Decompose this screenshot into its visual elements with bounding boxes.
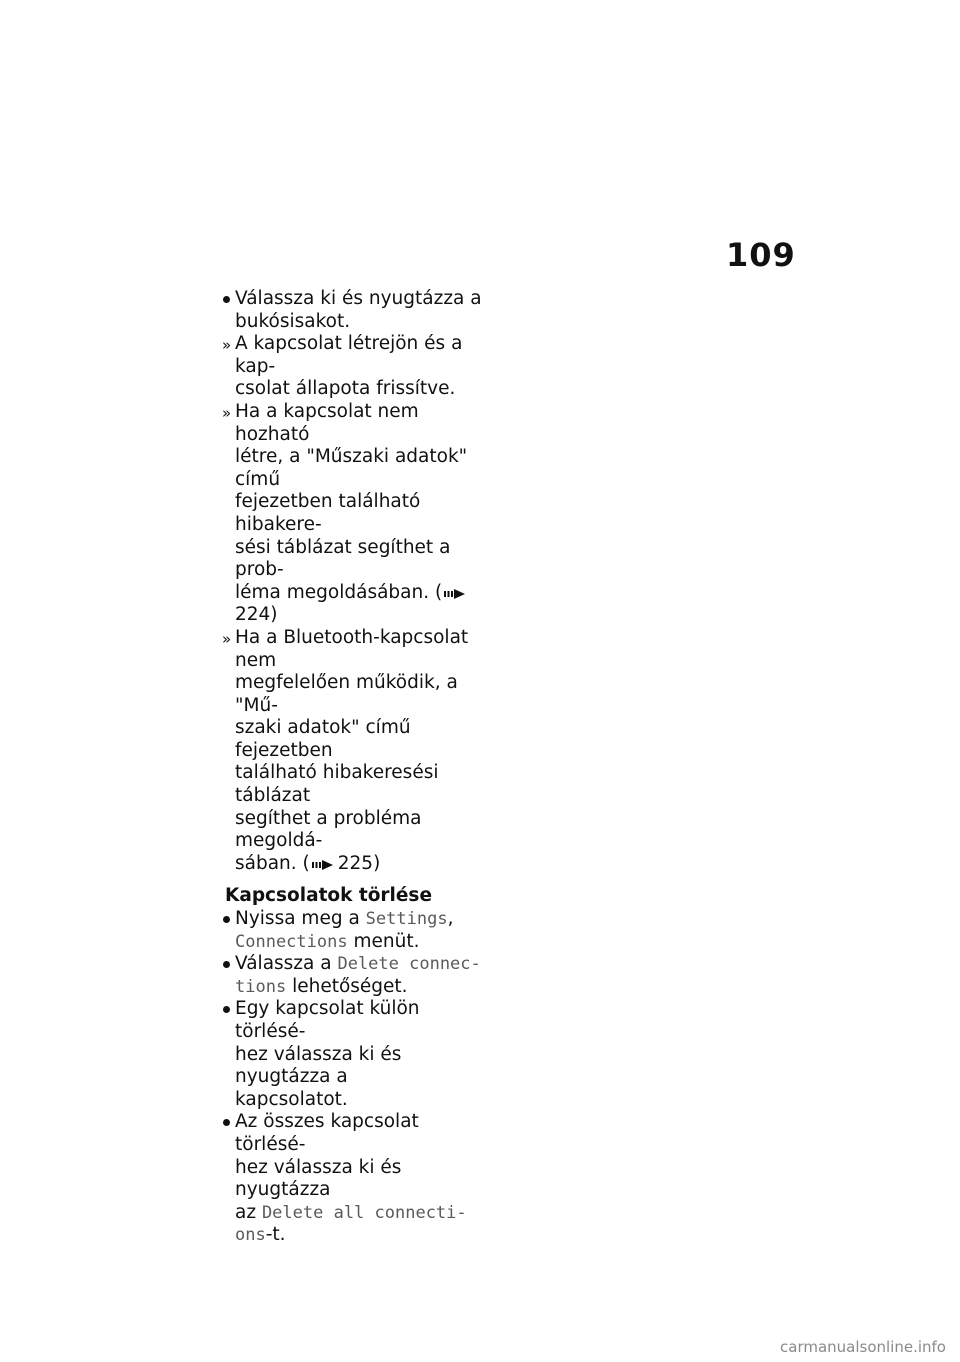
menu-name: ons xyxy=(235,1225,266,1246)
menu-name: Connections xyxy=(235,931,348,952)
list-item: Válassza a Delete connec- tions lehetőséget. xyxy=(235,953,481,997)
page-reference[interactable]: 224) xyxy=(235,604,278,626)
result-marker-icon: » xyxy=(222,336,232,355)
menu-name: Delete all connecti- xyxy=(261,1202,467,1223)
page-reference[interactable]: 225) xyxy=(337,852,381,874)
list-item: Nyissa meg a Settings, Connections menüt. xyxy=(235,908,454,952)
result-marker-icon: » xyxy=(222,403,232,422)
result-item: » Ha a Bluetooth-kapcsolat nem megfelelően működik, a "Mű- szaki adatok" című fejezetben található hibakeresési táblázat segíthet a probléma megoldá- sában. ( 225) xyxy=(222,626,469,874)
page-reference-arrow-icon xyxy=(444,588,466,600)
page-reference-arrow-icon xyxy=(312,859,334,871)
list-item: Az összes kapcsolat törlésé- hez válassza ki és nyugtázza az Delete all connecti- ons-t. xyxy=(235,1111,467,1246)
list-item: Válassza ki és nyugtázza a bukósisakot. xyxy=(235,288,482,332)
menu-name: tions xyxy=(235,976,287,997)
page-number: 109 xyxy=(726,236,796,274)
menu-name: Delete connec- xyxy=(337,954,481,975)
section-heading: Kapcsolatok törlése xyxy=(225,885,432,907)
list-item: Egy kapcsolat külön törlésé- hez válassza ki és nyugtázza a kapcsolatot. xyxy=(235,998,420,1110)
page-content xyxy=(222,288,494,1247)
menu-name: Settings xyxy=(365,909,448,930)
result-item: » Ha a kapcsolat nem hozható létre, a "Műszaki adatok" című fejezetben található hibakere- sési táblázat segíthet a prob- léma megoldásában. (224) xyxy=(222,400,468,626)
result-marker-icon: » xyxy=(222,629,232,648)
footer-watermark: carmanualsonline.info xyxy=(780,1338,946,1356)
result-item: » A kapcsolat létrejön és a kap- csolat állapota frissítve. xyxy=(222,333,463,400)
